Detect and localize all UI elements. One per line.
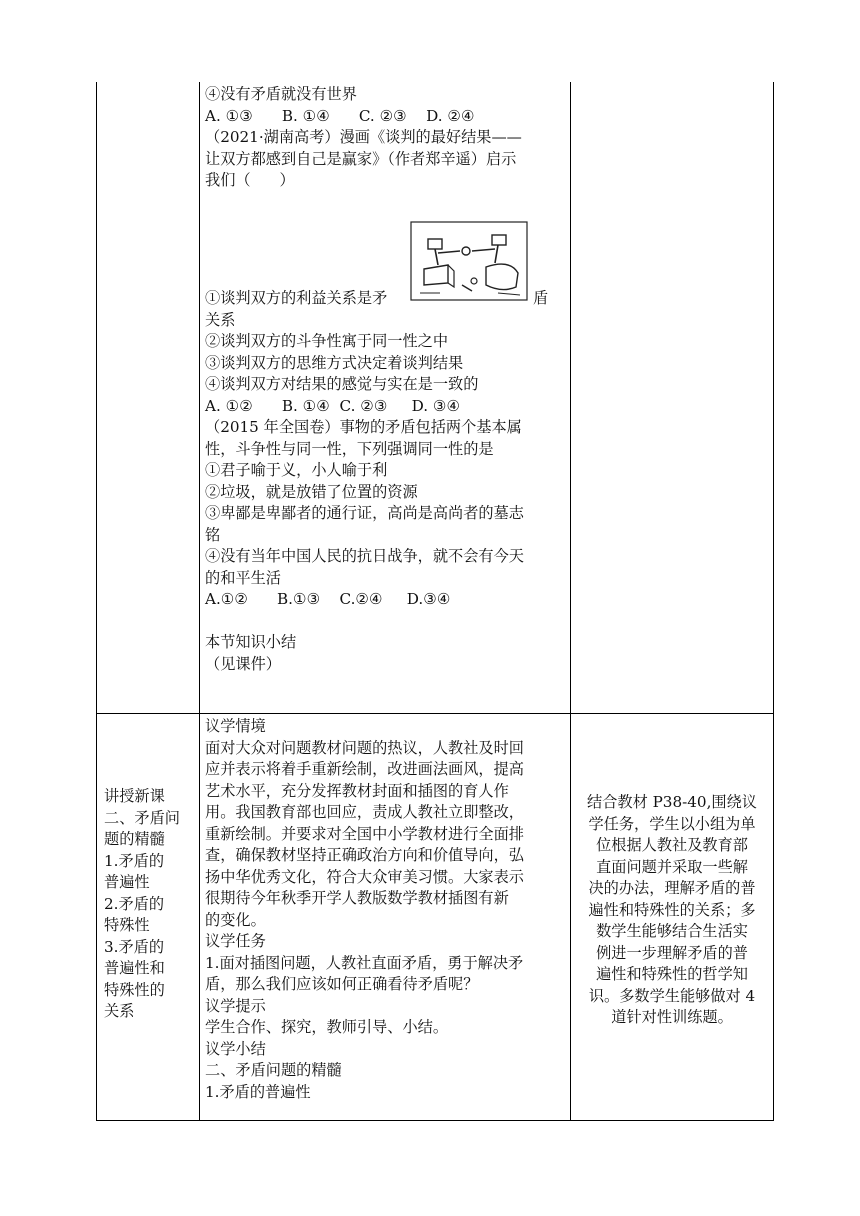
discussion-line: 面对大众对问题教材问题的热议，人教社及时回 — [205, 738, 524, 757]
discussion-line: 的变化。 — [205, 910, 266, 929]
q2-stem-line1: （2021·湖南高考）漫画《谈判的最好结果—— — [205, 128, 522, 146]
q2-stem-line3: 我们（ ） — [205, 171, 295, 189]
q2-stem-line2: 让双方都感到自己是赢家》（作者郑辛遥）启示 — [205, 149, 517, 168]
discussion-line: 议学小结 — [205, 1039, 266, 1058]
intent-line: 直面问题并采取一些解 — [596, 857, 748, 876]
outline-line: 普遍性和 — [104, 959, 165, 977]
table-row-divider — [96, 713, 774, 714]
q3-options: A.①② B.①③ C.②④ D.③④ — [205, 590, 451, 608]
table-border-right — [773, 82, 774, 1121]
intent-line: 遍性和特殊性的哲学知 — [596, 965, 748, 983]
discussion-line: 扬中华优秀文化，符合大众审美习惯。大家表示 — [205, 867, 524, 886]
outline-line: 特殊性的 — [104, 980, 165, 999]
q2-option1-row — [205, 288, 567, 310]
table-border-left — [96, 82, 97, 1121]
intent-line: 位根据人教社及教育部 — [596, 836, 748, 854]
q2-option3: ③谈判双方的思维方式决定着谈判结果 — [205, 353, 464, 372]
discussion-line: 很期待今年秋季开学人教版数学教材插图有新 — [205, 889, 509, 907]
discussion-cell — [205, 716, 567, 1103]
q2-options: A. ①② B. ①④ C. ②③ D. ③④ — [205, 396, 461, 415]
discussion-line: 艺术水平，充分发挥教材封面和插图的育人作 — [205, 781, 509, 800]
q1-item4: ④没有矛盾就没有世界 — [205, 85, 357, 103]
q1-options: A. ①③ B. ①④ C. ②③ D. ②④ — [205, 106, 475, 125]
q3-option4-cont: 的和平生活 — [205, 568, 281, 587]
q3-option4: ④没有当年中国人民的抗日战争，就不会有今天 — [205, 547, 524, 565]
intent-line: 道针对性训练题。 — [611, 1008, 733, 1026]
intent-line: 数学生能够结合生活实 — [596, 922, 748, 940]
discussion-line: 盾，那么我们应该如何正确看待矛盾呢？ — [205, 975, 479, 993]
table-divider-1 — [199, 82, 200, 1121]
outline-line: 关系 — [104, 1002, 135, 1020]
summary-title: 本节知识小结 — [205, 633, 297, 651]
blank-line — [205, 611, 567, 633]
outline-line: 题的精髓 — [104, 830, 165, 848]
outline-line: 2.矛盾的 — [104, 894, 165, 913]
outline-line: 1.矛盾的 — [104, 851, 165, 870]
q3-stem-line2: 性，斗争性与同一性，下列强调同一性的是 — [205, 439, 494, 458]
q2-option1-cont: 关系 — [205, 310, 236, 329]
intent-line: 遍性和特殊性的关系；多 — [588, 900, 756, 919]
intent-line: 识。多数学生能够做对 4 — [588, 986, 756, 1005]
lesson-outline-cell — [104, 786, 180, 1023]
discussion-line: 议学情境 — [205, 717, 266, 735]
discussion-line: 重新绘制。并要求对全国中小学教材进行全面排 — [205, 824, 524, 843]
q2-option1-text: ①谈判双方的利益关系是矛 — [205, 289, 388, 307]
discussion-line: 1.矛盾的普遍性 — [205, 1082, 311, 1101]
exercise-cell-cont — [205, 288, 567, 675]
q3-option1: ①君子喻于义，小人喻于利 — [205, 461, 388, 479]
design-intent-cell — [574, 792, 770, 1029]
q3-stem-line1: （2015 年全国卷）事物的矛盾包括两个基本属 — [205, 418, 522, 436]
outline-line: 普遍性 — [104, 873, 150, 891]
q2-option1-text-end: 盾 — [533, 289, 549, 307]
discussion-line: 议学任务 — [205, 932, 266, 950]
q3-option2: ②垃圾，就是放错了位置的资源 — [205, 482, 418, 501]
intent-line: 学任务，学生以小组为单 — [588, 814, 756, 833]
intent-line: 结合教材 P38-40,围绕议 — [587, 793, 757, 811]
outline-line: 3.矛盾的 — [104, 937, 165, 956]
q3-option3: ③卑鄙是卑鄙者的通行证，高尚是高尚者的墓志 — [205, 504, 524, 522]
exercise-cell — [205, 84, 567, 192]
outline-line: 讲授新课 — [104, 787, 165, 805]
discussion-line: 二、矛盾问题的精髓 — [205, 1061, 342, 1079]
summary-note: （见课件） — [205, 654, 281, 673]
q3-option3-cont: 铭 — [205, 525, 221, 544]
discussion-line: 用。我国教育部也回应，责成人教社立即整改， — [205, 803, 524, 821]
discussion-line: 1.面对插图问题，人教社直面矛盾，勇于解决矛 — [205, 953, 524, 972]
intent-line: 例进一步理解矛盾的普 — [596, 943, 748, 962]
discussion-line: 查，确保教材坚持正确政治方向和价值导向，弘 — [205, 846, 524, 864]
discussion-line: 应并表示将着手重新绘制，改进画法画风，提高 — [205, 760, 524, 778]
outline-line: 二、矛盾问 — [104, 808, 180, 827]
q2-option4: ④谈判双方对结果的感觉与实在是一致的 — [205, 375, 479, 393]
q2-option2: ②谈判双方的斗争性寓于同一性之中 — [205, 332, 448, 350]
discussion-line: 议学提示 — [205, 996, 266, 1015]
table-border-bottom — [96, 1120, 774, 1121]
intent-line: 决的办法，理解矛盾的普 — [588, 879, 756, 897]
outline-line: 特殊性 — [104, 916, 150, 934]
discussion-line: 学生合作、探究，教师引导、小结。 — [205, 1018, 448, 1036]
table-divider-2 — [570, 82, 571, 1121]
